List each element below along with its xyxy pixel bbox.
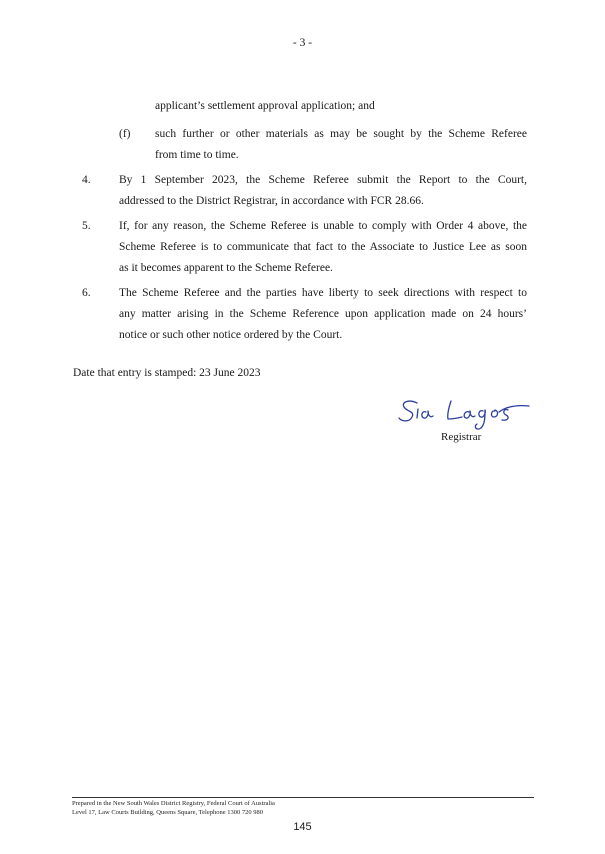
item-f-line-2: from time to time. [155, 149, 239, 161]
registrar-title: Registrar [441, 431, 482, 443]
entry-date: Date that entry is stamped: 23 June 2023 [73, 367, 261, 379]
order-5-number: 5. [82, 220, 91, 232]
registrar-signature [395, 393, 535, 433]
order-5-line-3: as it becomes apparent to the Scheme Referee. [119, 262, 333, 274]
item-f-line-1: such further or other materials as may be sought by the Scheme Referee [155, 128, 527, 140]
order-6-line-3: notice or such other notice ordered by the Court. [119, 329, 343, 341]
order-4-number: 4. [82, 174, 91, 186]
footer-line-1: Prepared in the New South Wales District Registry, Federal Court of Australia [72, 800, 275, 807]
order-5-line-2: Scheme Referee is to communicate that fact to the Associate to Justice Lee as soon [119, 241, 527, 253]
item-e-continuation: applicant’s settlement approval application; and [155, 100, 375, 112]
order-4-line-1: By 1 September 2023, the Scheme Referee submit the Report to the Court, [119, 174, 527, 186]
footer-line-2: Level 17, Law Courts Building, Queens Square, Telephone 1300 720 980 [72, 809, 263, 816]
order-5-line-1: If, for any reason, the Scheme Referee is unable to comply with Order 4 above, the [119, 220, 527, 232]
footer-divider [72, 797, 534, 798]
order-6-line-2: any matter arising in the Scheme Reference upon application made on 24 hours’ [119, 308, 527, 320]
order-6-number: 6. [82, 287, 91, 299]
bates-number: 145 [293, 821, 312, 833]
order-6-line-1: The Scheme Referee and the parties have liberty to seek directions with respect to [119, 287, 527, 299]
order-4-line-2: addressed to the District Registrar, in accordance with FCR 28.66. [119, 195, 424, 207]
page-number: - 3 - [292, 37, 313, 49]
item-f-label: (f) [119, 128, 131, 140]
